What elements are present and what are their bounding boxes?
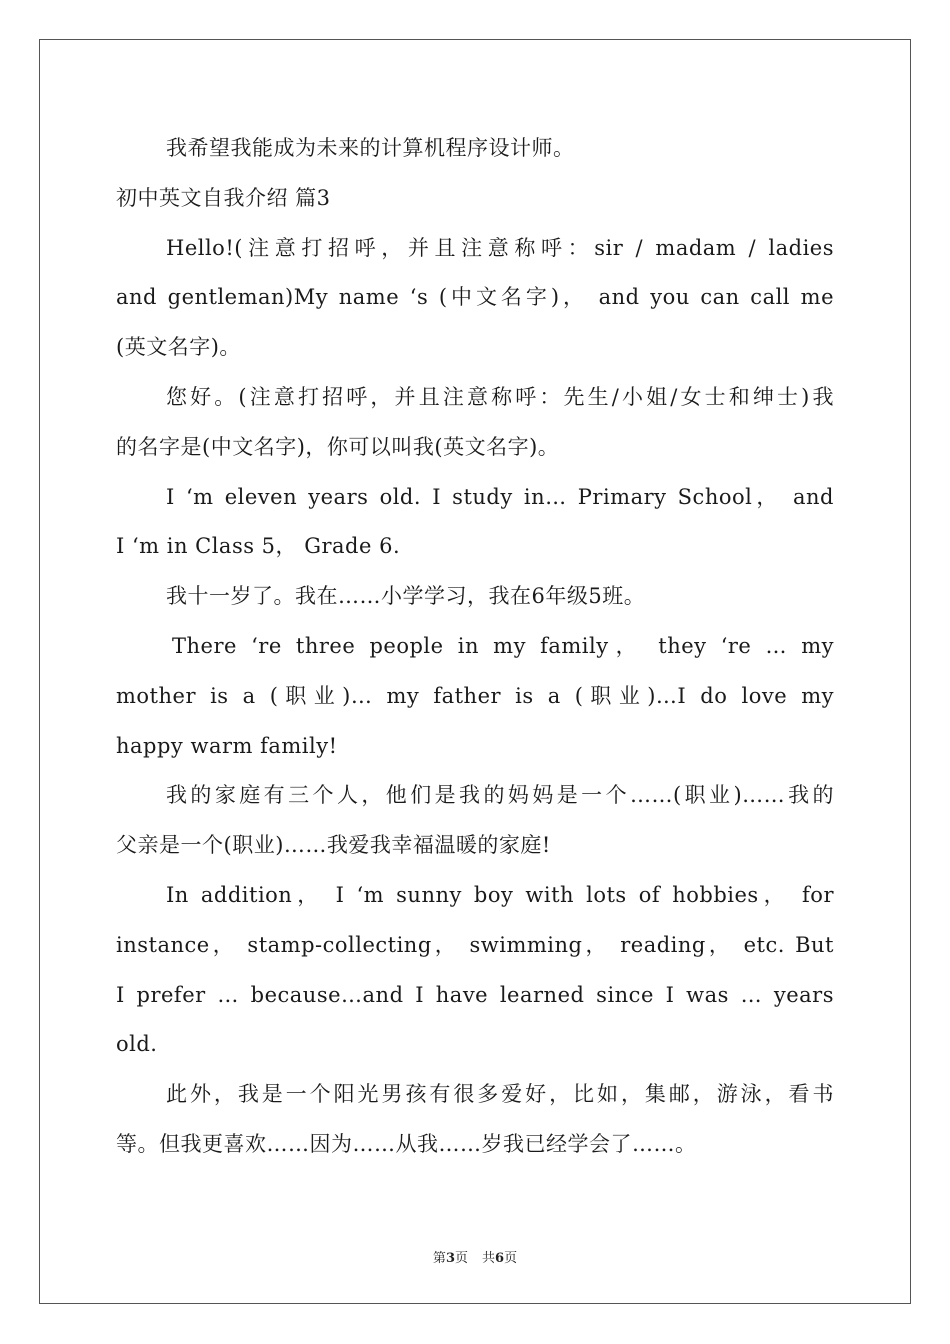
footer-total-pages: 6 (495, 1251, 505, 1266)
footer-total-suffix: 页 (504, 1251, 518, 1266)
paragraph-line: (英文名字)。 (116, 335, 241, 360)
paragraph-line: 我希望我能成为未来的计算机程序设计师。 (166, 136, 575, 160)
paragraph-line: 父亲是一个(职业)……我爱我幸福温暖的家庭! (116, 833, 551, 858)
paragraph-line: and gentleman)My name ‘s (中文名字)， and you can call me (116, 285, 834, 310)
paragraph-line: 等。但我更喜欢……因为……从我……岁我已经学会了……。 (116, 1131, 697, 1156)
document-body (116, 124, 834, 1170)
paragraph-line: 您好。(注意打招呼，并且注意称呼：先生/小姐/女士和绅士)我 (166, 384, 834, 409)
paragraph-line: 此外，我是一个阳光男孩有很多爱好，比如，集邮，游泳，看书 (166, 1082, 834, 1107)
paragraph-line: Hello!(注意打招呼，并且注意称呼：sir / madam / ladies (166, 235, 834, 260)
paragraph-line: 的名字是(中文名字)，你可以叫我(英文名字)。 (116, 434, 560, 459)
paragraph-line: old. (116, 1032, 158, 1057)
paragraph-line: I ‘m in Class 5， Grade 6. (116, 534, 401, 559)
paragraph-line: 我十一岁了。我在……小学学习，我在6年级5班。 (166, 584, 646, 609)
paragraph-line: I ‘m eleven years old. I study in… Primary School， and (166, 484, 834, 509)
paragraph-line: In addition， I ‘m sunny boy with lots of hobbies， for (166, 882, 834, 907)
footer-current-page: 3 (445, 1251, 455, 1266)
section-heading: 初中英文自我介绍 篇3 (116, 185, 331, 210)
paragraph-line: mother is a (职业)… my father is a (职业)…I do love my (116, 683, 834, 708)
paragraph-line: I prefer … because…and I have learned since I was … years (116, 982, 834, 1007)
paragraph-line: There ‘re three people in my family， they ‘re … my (172, 633, 834, 658)
page-number-footer (0, 1247, 950, 1266)
footer-page-prefix: 第 (432, 1251, 446, 1266)
paragraph-line: happy warm family! (116, 733, 338, 758)
paragraph-line: 我的家庭有三个人，他们是我的妈妈是一个……(职业)……我的 (166, 783, 834, 808)
footer-total-prefix: 共 (482, 1251, 496, 1266)
paragraph-line: instance， stamp-collecting， swimming， reading， etc. But (116, 932, 834, 957)
footer-page-suffix: 页 (454, 1251, 468, 1266)
